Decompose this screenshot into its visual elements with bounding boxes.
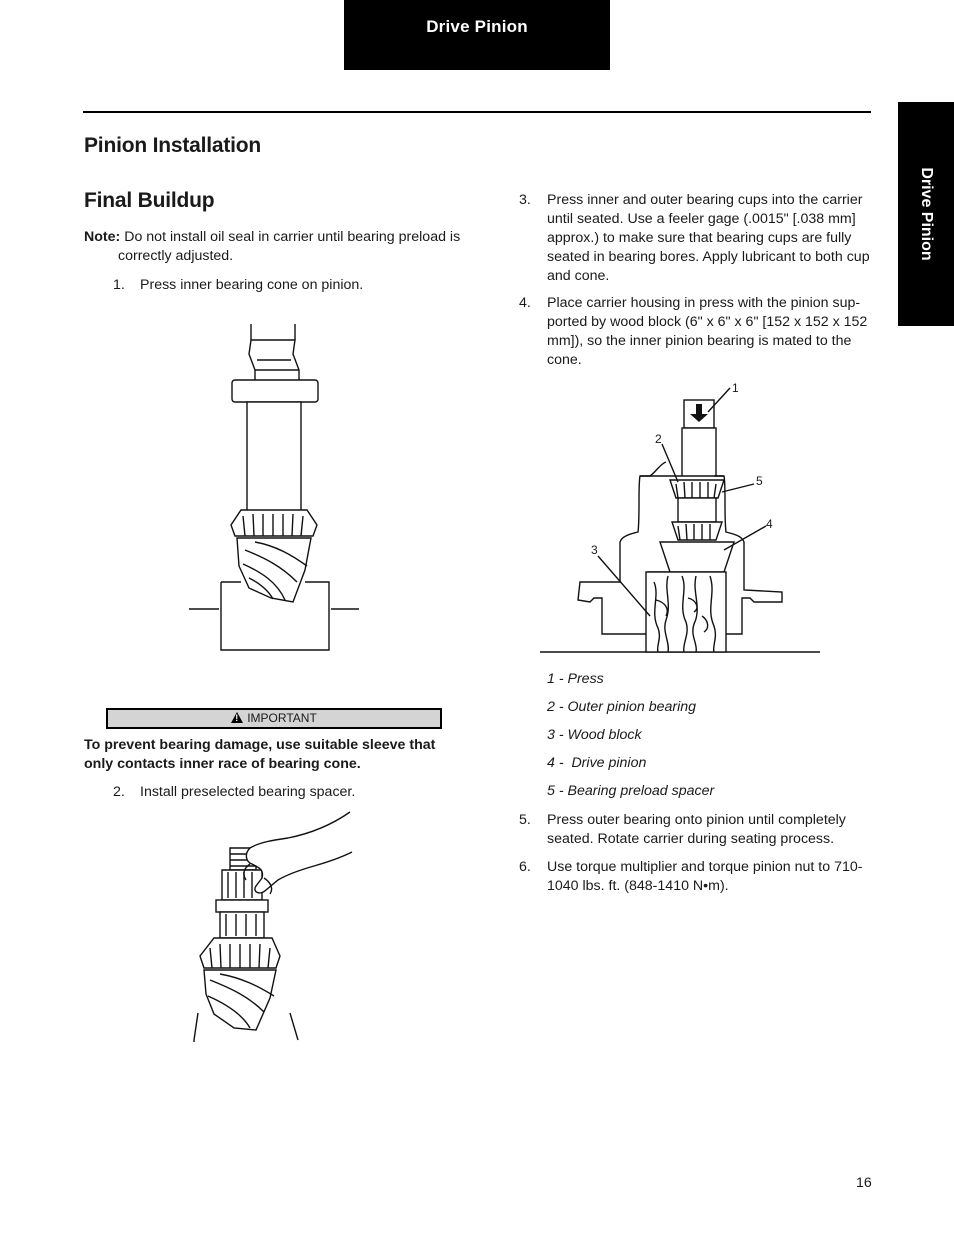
important-label: IMPORTANT (247, 711, 317, 725)
step-2-number: 2. (113, 784, 125, 800)
step-4-text: Place carrier housing in press with the pinion sup-ported by wood block (6" x 6" x 6" [152 x 152 x 152 mm]), so the inner pinion bearing is mated to the cone. (547, 295, 868, 368)
important-banner (106, 708, 442, 729)
step-4-number: 4. (519, 295, 531, 311)
note-text: Do not install oil seal in carrier until bearing preload is correctly adjusted. (118, 229, 461, 264)
section-subtitle: Final Buildup (84, 189, 215, 212)
side-tab (898, 102, 954, 326)
callout-4: 4 (766, 517, 773, 531)
important-text: To prevent bearing damage, use suitable sleeve that only contacts inner race of bearing cone. (84, 737, 436, 772)
note-label: Note: (84, 229, 121, 245)
side-tab-label: Drive Pinion (918, 167, 935, 261)
step-3-text: Press inner and outer bearing cups into the carrier until seated. Use a feeler gage (.0015" [.038 mm] approx.) to make sure that bearing cups are fully seated in bearing bores. Apply lubricant to both cup and cone. (547, 192, 870, 284)
header-tab-label: Drive Pinion (426, 17, 528, 36)
legend-item: 5 - Bearing preload spacer (547, 783, 715, 799)
spacer-install-illustration (190, 808, 360, 1048)
header-tab (344, 0, 610, 70)
bearing-cone-press-illustration (185, 320, 365, 655)
note-paragraph (84, 228, 498, 266)
carrier-press-illustration (538, 376, 822, 656)
step-1-number: 1. (113, 277, 125, 293)
step-6-text: Use torque multiplier and torque pinion nut to 710-1040 lbs. ft. (848-1410 N•m). (547, 859, 863, 894)
callout-1: 1 (732, 381, 739, 395)
warning-icon (231, 712, 243, 723)
step-5-number: 5. (519, 812, 531, 828)
callout-5: 5 (756, 474, 763, 488)
page-number: 16 (856, 1175, 872, 1191)
step-3-number: 3. (519, 192, 531, 208)
legend-item: 2 - Outer pinion bearing (547, 699, 697, 715)
step-5-text: Press outer bearing onto pinion until completely seated. Rotate carrier during seating process. (547, 812, 846, 847)
callout-3: 3 (591, 543, 598, 557)
section-title: Pinion Installation (84, 134, 262, 157)
callout-2: 2 (655, 432, 662, 446)
step-6-number: 6. (519, 859, 531, 875)
legend-item: 1 - Press (547, 671, 604, 687)
step-1-text: Press inner bearing cone on pinion. (140, 277, 364, 293)
header-rule (83, 111, 871, 113)
legend-item: 4 - Drive pinion (547, 755, 647, 771)
step-2-text: Install preselected bearing spacer. (140, 784, 356, 800)
legend-item: 3 - Wood block (547, 727, 642, 743)
